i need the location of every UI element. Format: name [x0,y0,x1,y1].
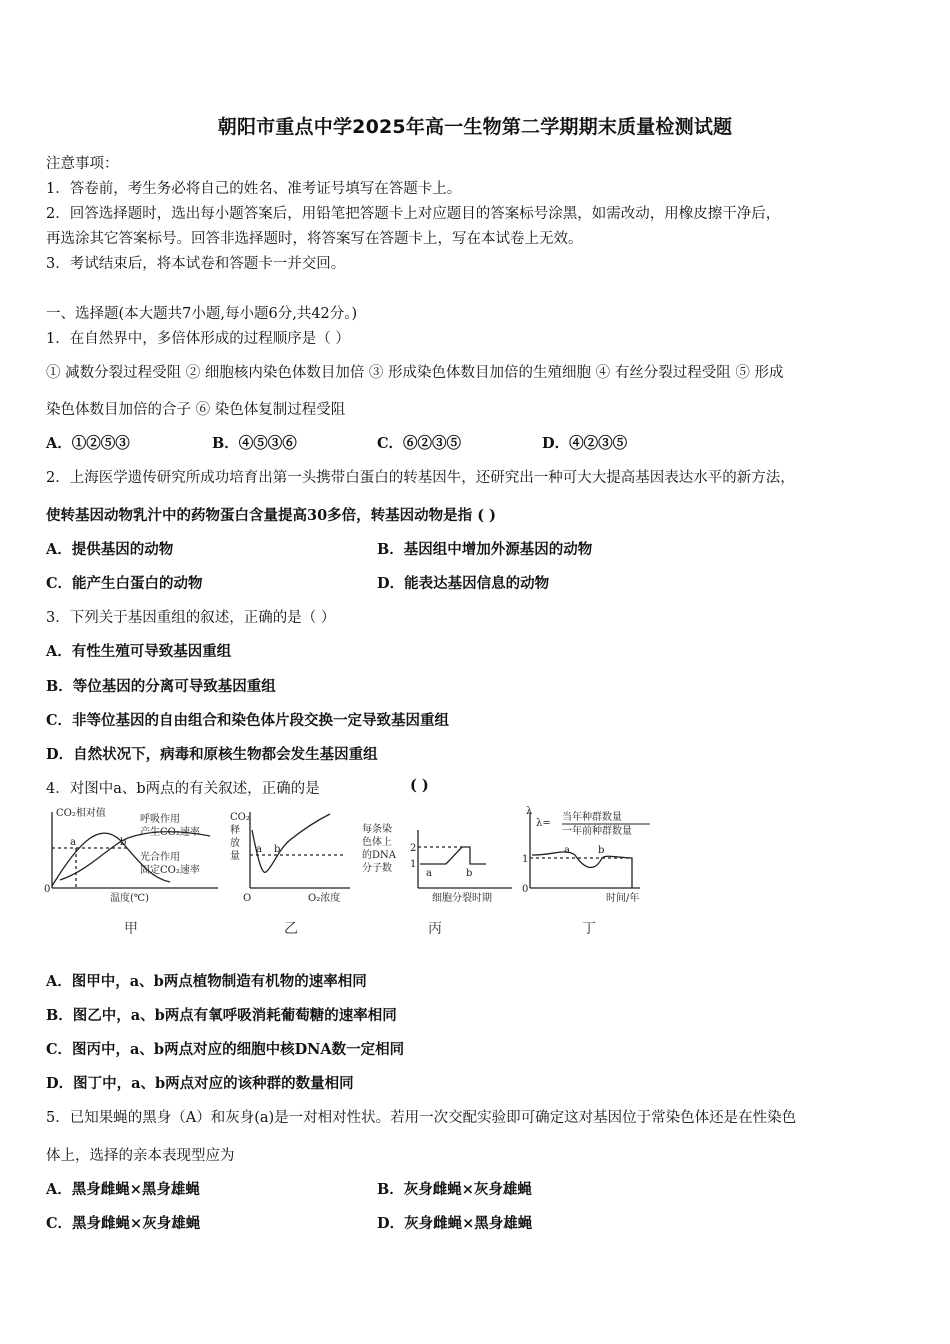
q2-stem: 2．上海医学遗传研究所成功培育出第一头携带白蛋白的转基因牛，还研究出一种可大大提高基因表达水平的新方法， [46,470,795,486]
fig-jia-origin: 0 [44,884,51,895]
fig-bing-y1: 每条染 [362,824,392,835]
fig-jia-curve2: 光合作用 [140,852,180,863]
fig-ding-xlabel: 时间/年 [606,893,640,904]
fig-label-jia: 甲 [124,921,138,937]
fig-jia-curve1b: 产生CO₂速率 [140,827,200,838]
fig-yi-ytitle1: CO₂ [230,812,250,823]
fig-ding-curve [532,852,632,888]
fig-yi-curve [252,814,330,872]
q5-option-d: D．灰身雌蝇×黑身雄蝇 [377,1215,533,1232]
q5-option-a: A．黑身雌蝇×黑身雄蝇 [46,1181,200,1198]
q1-option-c: C．⑥②③⑤ [377,435,462,452]
fig-label-yi: 乙 [284,921,298,937]
fig-bing-y4: 分子数 [362,863,392,874]
notice-item-2: 2．回答选择题时，选出每小题答案后，用铅笔把答题卡上对应题目的答案标号涂黑，如需改动，用橡皮擦干净后， [46,206,781,222]
q2-option-d: D．能表达基因信息的动物 [377,575,550,592]
fig-ding-tick: 1 [522,854,529,865]
q3-stem: 3．下列关于基因重组的叙述，正确的是（ ） [46,610,336,626]
fig-yi-b: b [274,844,281,855]
q1-option-b: B．④⑤③⑥ [212,435,297,452]
fig-yi-ytitle4: 量 [230,851,240,862]
q3-option-b: B．等位基因的分离可导致基因重组 [46,678,276,695]
q5-stem: 5．已知果蝇的黑身（A）和灰身(a)是一对相对性状。若用一次交配实验即可确定这对基因位于常染色体还是在性染色 [46,1110,797,1126]
fig-bing-y2: 色体上 [362,837,392,848]
q4-figures [0,800,950,940]
fig-ding-origin: 0 [522,884,529,895]
q4-option-a: A．图甲中，a、b两点植物制造有机物的速率相同 [46,973,367,990]
notice-item-3: 3．考试结束后，将本试卷和答题卡一并交回。 [46,256,346,272]
q5-line2: 体上，选择的亲本表现型应为 [46,1148,235,1164]
fig-bing-tick1: 1 [410,859,417,870]
fig-yi-xlabel: O₂浓度 [308,893,341,904]
fig-ding-lambda: λ= [536,818,551,829]
q5-option-b: B．灰身雌蝇×灰身雄蝇 [377,1181,532,1198]
q1-option-d: D．④②③⑤ [542,435,628,452]
fig-ding-a: a [564,845,570,856]
q4-option-c: C．图丙中，a、b两点对应的细胞中核DNA数一定相同 [46,1041,405,1058]
fig-jia-curve2b: 固定CO₂速率 [140,865,200,876]
q1-line2: ① 减数分裂过程受阻 ② 细胞核内染色体数目加倍 ③ 形成染色体数目加倍的生殖细胞 ④ 有丝分裂过程受阻 ⑤ 形成 [46,365,784,381]
fig-bing-curve [420,847,486,864]
q4-option-d: D．图丁中，a、b两点对应的该种群的数量相同 [46,1075,354,1092]
fig-yi-a: a [256,844,262,855]
q2-option-a: A．提供基因的动物 [46,541,174,558]
fig-jia-xlabel: 温度(℃) [110,893,149,904]
fig-bing-xlabel: 细胞分裂时期 [432,893,492,904]
q1-line3: 染色体数目加倍的合子 ⑥ 染色体复制过程受阻 [46,402,346,418]
fig-label-ding: 丁 [582,921,596,937]
fig-yi-ytitle2: 释 [230,825,240,836]
notice-item-1: 1．答卷前，考生务必将自己的姓名、准考证号填写在答题卡上。 [46,181,462,197]
fig-ding-den: 一年前种群数量 [562,826,632,837]
q2-option-b: B．基因组中增加外源基因的动物 [377,541,593,558]
fig-bing-y3: 的DNA [362,850,396,861]
page-title: 朝阳市重点中学2025年高一生物第二学期期末质量检测试题 [217,116,733,138]
q2-line2: 使转基因动物乳汁中的药物蛋白含量提高30多倍，转基因动物是指 ( ) [46,507,496,524]
q3-option-d: D．自然状况下，病毒和原核生物都会发生基因重组 [46,746,378,763]
notice-item-2-cont: 再选涂其它答案标号。回答非选择题时，将答案写在答题卡上，写在本试卷上无效。 [46,231,583,247]
fig-yi-origin: O [243,893,252,904]
q3-option-c: C．非等位基因的自由组合和染色体片段交换一定导致基因重组 [46,712,450,729]
notice-heading: 注意事项： [46,156,119,172]
fig-label-bing: 丙 [428,921,442,937]
fig-bing-tick2: 2 [410,843,417,854]
fig-jia-ytitle: CO₂相对值 [56,808,106,819]
q4-stem: 4．对图中a、b两点的有关叙述，正确的是 [46,781,320,797]
fig-bing-a: a [426,868,432,879]
q4-option-b: B．图乙中，a、b两点有氧呼吸消耗葡萄糖的速率相同 [46,1007,397,1024]
fig-ding-b: b [598,845,605,856]
q4-paren: ( ) [410,777,429,794]
fig-ding-num: 当年种群数量 [562,812,622,823]
q3-option-a: A．有性生殖可导致基因重组 [46,643,232,660]
fig-ding-lambda-mark: λ [526,806,533,817]
fig-jia-a: a [70,837,76,848]
fig-bing-b: b [466,868,473,879]
fig-jia-curve1: 呼吸作用 [140,814,180,825]
q1-option-a: A．①②⑤③ [46,435,130,452]
section-heading: 一、选择题(本大题共7小题,每小题6分,共42分。) [46,306,358,322]
fig-yi-ytitle3: 放 [230,838,240,849]
q1-stem: 1．在自然界中，多倍体形成的过程顺序是（ ） [46,331,350,347]
q5-option-c: C．黑身雌蝇×灰身雄蝇 [46,1215,201,1232]
fig-jia-b: b [120,837,127,848]
q2-option-c: C．能产生白蛋白的动物 [46,575,203,592]
